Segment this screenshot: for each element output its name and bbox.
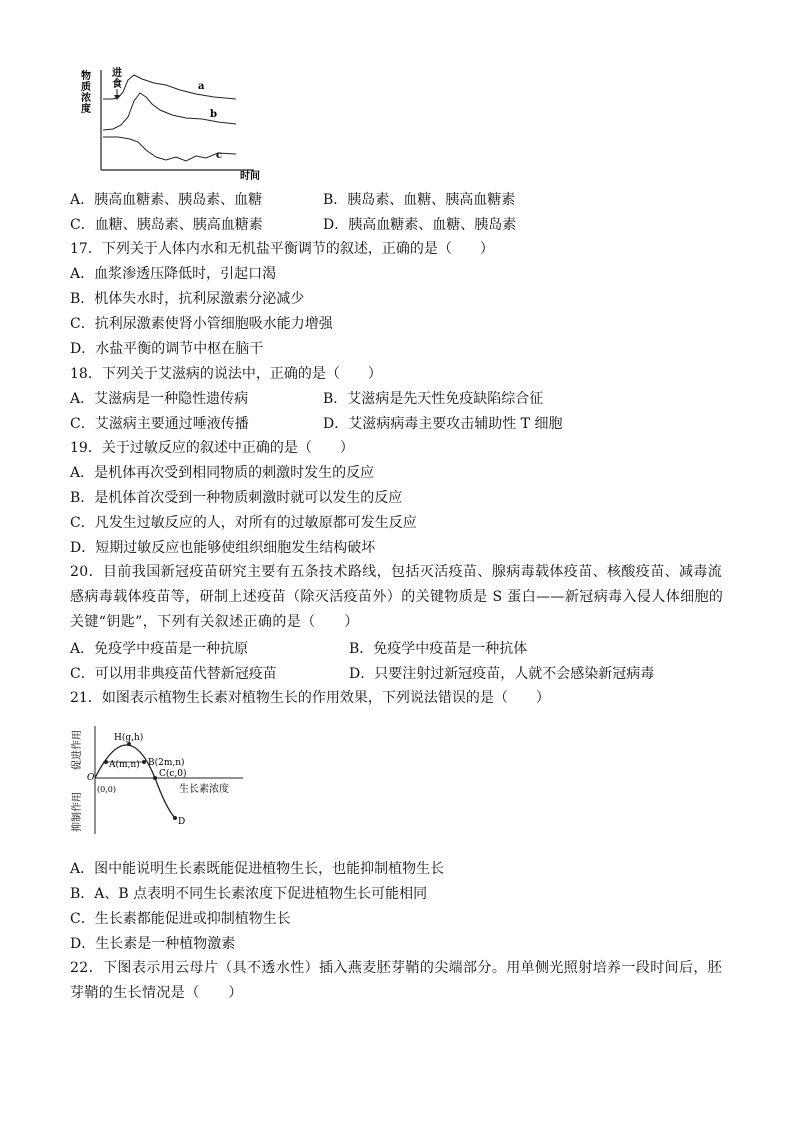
q16-option-d: D．胰高血糖素、血糖、胰岛素 — [323, 217, 517, 233]
point-b-marker — [142, 760, 146, 764]
q16-option-a: A．胰高血糖素、胰岛素、血糖 — [70, 192, 263, 208]
q20-stem: 20．目前我国新冠疫苗研究主要有五条技术路线，包括灭活疫苗、腺病毒载体疫苗、核酸疫苗、减毒流感病毒载体疫苗等，研制上述疫苗（除灭活疫苗外）的关键物质是 S 蛋白——新冠病毒入侵人体细胞的关键“钥匙”，下列有关叙述正确的是（ ） — [70, 564, 724, 630]
q17-option-a: A．血浆渗透压降低时，引起口渴 — [70, 266, 277, 282]
q17-option-d: D．水盐平衡的调节中枢在脑干 — [70, 341, 264, 357]
ylabel-char: 物 — [81, 71, 91, 82]
q19-option-b: B．是机体首次受到一种物质刺激时就可以发生的反应 — [70, 490, 403, 506]
xlabel: 生长素浓度 — [179, 784, 229, 795]
q19-option-c: C．凡发生过敏反应的人，对所有的过敏原都可发生反应 — [70, 515, 417, 531]
ylabel-char: 度 — [81, 104, 91, 115]
point-c-marker — [153, 776, 157, 780]
curve-label-a: a — [198, 81, 205, 92]
ylabel-char: 质 — [81, 82, 91, 93]
label-d: D — [178, 817, 186, 827]
q19-stem: 19．关于过敏反应的叙述中正确的是（ ） — [70, 440, 354, 456]
q20-option-d: D．只要注射过新冠疫苗，人就不会感染新冠病毒 — [349, 666, 655, 682]
q20-option-b: B．免疫学中疫苗是一种抗体 — [349, 641, 528, 657]
q21-option-c: C．生长素都能促进或抑制植物生长 — [70, 911, 291, 927]
q16-option-b: B．胰岛素、血糖、胰高血糖素 — [323, 192, 516, 208]
q16-option-c: C．血糖、胰岛素、胰高血糖素 — [70, 217, 263, 233]
q21-option-b: B．A、B 点表明不同生长素浓度下促进植物生长可能相同 — [70, 886, 428, 902]
label-b: B(2m,n) — [148, 758, 185, 768]
auxin-effect-figure — [68, 722, 253, 840]
q21-option-a: A．图中能说明生长素既能促进植物生长，也能抑制植物生长 — [70, 861, 445, 877]
concentration-time-figure — [68, 62, 268, 180]
curve-label-c: c — [216, 150, 223, 161]
xlabel: 时间 — [240, 171, 260, 180]
ylabel-inhibit: 抑制作用 — [72, 792, 83, 832]
q21-option-d: D．生长素是一种植物激素 — [70, 936, 236, 952]
q17-option-b: B．机体失水时，抗利尿激素分泌减少 — [70, 291, 305, 307]
point-a-marker — [104, 760, 108, 764]
origin-label: O — [87, 773, 95, 783]
auxin-curve — [95, 745, 175, 818]
q17-option-c: C．抗利尿激素使肾小管细胞吸水能力增强 — [70, 316, 333, 332]
q20-option-a: A．免疫学中疫苗是一种抗原 — [70, 641, 249, 657]
q18-option-d: D．艾滋病病毒主要攻击辅助性 T 细胞 — [323, 416, 563, 432]
q17-stem: 17．下列关于人体内水和无机盐平衡调节的叙述，正确的是（ ） — [70, 241, 494, 257]
q18-option-a: A．艾滋病是一种隐性遗传病 — [70, 391, 249, 407]
q21-stem: 21．如图表示植物生长素对植物生长的作用效果，下列说法错误的是（ ） — [70, 690, 550, 706]
label-h: H(g,h) — [114, 733, 144, 743]
label-c: C(c,0) — [159, 769, 187, 779]
q19-option-d: D．短期过敏反应也能够使组织细胞发生结构破坏 — [70, 540, 376, 556]
event-arrowhead — [114, 95, 120, 100]
origin-coordinate: (0,0) — [97, 785, 116, 794]
label-a: A(m,n) — [109, 760, 140, 770]
curve-a — [103, 75, 236, 99]
q20-option-c: C．可以用非典疫苗代替新冠疫苗 — [70, 666, 277, 682]
q18-option-c: C．艾滋病主要通过唾液传播 — [70, 416, 249, 432]
point-d-marker — [173, 816, 177, 820]
q18-stem: 18．下列关于艾滋病的说法中，正确的是（ ） — [70, 366, 382, 382]
curve-label-b: b — [210, 109, 217, 120]
event-char: 进 — [112, 68, 122, 79]
ylabel-promote: 促进作用 — [72, 730, 83, 770]
q22-stem: 22．下图表示用云母片（具不透水性）插入燕麦胚芽鞘的尖端部分。用单侧光照射培养一段时间后，胚芽鞘的生长情况是（ ） — [70, 960, 723, 1001]
q18-option-b: B．艾滋病是先天性免疫缺陷综合征 — [323, 391, 544, 407]
q19-option-a: A．是机体再次受到相同物质的刺激时发生的反应 — [70, 465, 375, 481]
ylabel-char: 浓 — [81, 93, 91, 104]
event-char: 食 — [112, 79, 122, 90]
